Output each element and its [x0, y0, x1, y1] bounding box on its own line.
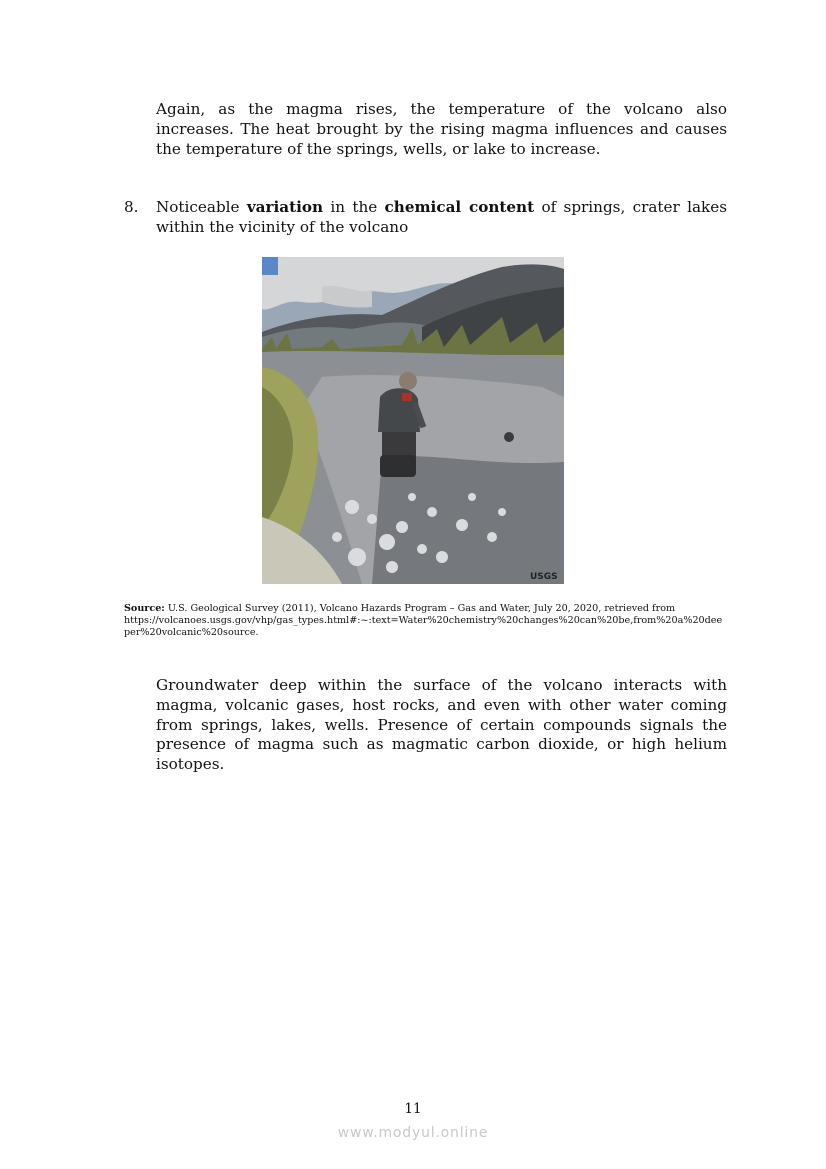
source-citation	[124, 603, 727, 640]
source-url[interactable]: https://volcanoes.usgs.gov/vhp/gas_types.html#:~:text=Water%20chemistry%20changes%20can%20be,from%20a%20deeper%20volcanic%20source.	[124, 615, 723, 639]
list-item-number: 8.	[124, 198, 139, 216]
source-text: U.S. Geological Survey (2011), Volcano Hazards Program – Gas and Water, July 20, 2020, retrieved from	[167, 603, 676, 614]
bold-variation: variation	[246, 198, 324, 216]
groundwater-paragraph: Groundwater deep within the surface of the volcano interacts with magma, volcanic gases, host rocks, and even with other water coming from springs, lakes, wells. Presence of certain compounds signals the presence of magma such as magmatic carbon dioxide, or high helium isotopes.	[156, 676, 727, 774]
usgs-logo: USGS	[530, 572, 558, 582]
page-number: 11	[404, 1101, 422, 1117]
bold-chemical-content: chemical content	[384, 198, 535, 216]
item-text-mid: in the	[323, 198, 385, 216]
list-item-text	[156, 198, 727, 238]
lake-sampling-photo	[262, 257, 564, 584]
item-text-before: Noticeable	[156, 198, 247, 216]
watermark: www.modyul.online	[337, 1125, 489, 1141]
source-label: Source:	[124, 603, 165, 614]
intro-paragraph: Again, as the magma rises, the temperature of the volcano also increases. The heat brought by the rising magma influences and causes the temperature of the springs, wells, or lake to increase.	[156, 100, 727, 158]
item-text-after: of springs, crater lakes within the vicinity of the volcano	[156, 198, 727, 236]
